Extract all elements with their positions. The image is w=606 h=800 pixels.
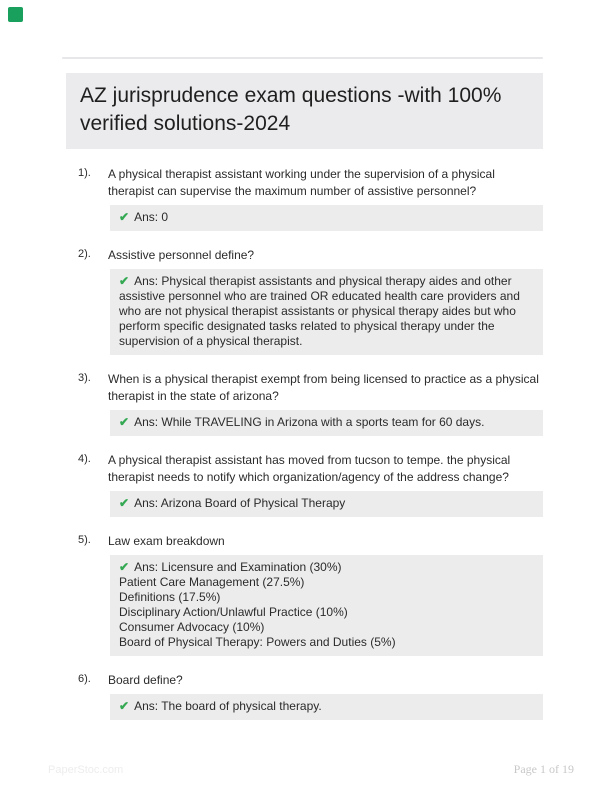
question-body (108, 672, 543, 720)
document-title: AZ jurisprudence exam questions -with 100% verified solutions-2024 (80, 84, 502, 135)
checkmark-icon: ✔ (119, 699, 130, 713)
answer-line: Consumer Advocacy (10%) (119, 620, 265, 634)
qa-item (66, 533, 543, 656)
question-list (66, 166, 543, 720)
question-number: 2). (78, 248, 91, 260)
question-number: 6). (78, 673, 91, 685)
question-text: Law exam breakdown (108, 534, 225, 548)
answer-box (110, 555, 543, 656)
answer-box (110, 269, 543, 355)
qa-item (66, 166, 543, 231)
qa-item (66, 672, 543, 720)
question-number: 3). (78, 372, 91, 384)
answer-text: Ans: While TRAVELING in Arizona with a sports team for 60 days. (134, 415, 485, 429)
question-number: 4). (78, 453, 91, 465)
question-text: A physical therapist assistant working under the supervision of a physical therapist can supervise the maximum number of assistive personnel? (108, 167, 495, 198)
answer-text: Ans: Physical therapist assistants and physical therapy aides and other assistive personnel who are trained OR educated health care providers and who are not physical therapist assistants or physical therapy aides but who perform specific designated tasks related to physical therapy under the supervision of a physical therapist. (119, 274, 520, 348)
checkmark-icon: ✔ (119, 274, 130, 288)
qa-item (66, 371, 543, 436)
checkmark-icon: ✔ (119, 560, 130, 574)
answer-line (119, 560, 534, 575)
answer-line (119, 210, 534, 225)
question-row (66, 672, 543, 720)
answer-line (119, 496, 534, 511)
question-body (108, 166, 543, 231)
answer-box (110, 694, 543, 720)
question-text: Board define? (108, 673, 183, 687)
page-top-edge (62, 57, 543, 59)
answer-line (119, 274, 534, 349)
qa-item (66, 247, 543, 355)
checkmark-icon: ✔ (119, 210, 130, 224)
answer-text: Ans: The board of physical therapy. (134, 699, 322, 713)
watermark-label: PaperStoc.com (48, 764, 124, 776)
answer-line (119, 699, 534, 714)
answer-line (119, 415, 534, 430)
question-row (66, 371, 543, 436)
corner-badge (8, 7, 23, 22)
question-body (108, 247, 543, 355)
answer-line: Definitions (17.5%) (119, 590, 221, 604)
question-body (108, 452, 543, 517)
document-title-banner (66, 73, 543, 149)
answer-text: Ans: Licensure and Examination (30%) (134, 560, 342, 574)
checkmark-icon: ✔ (119, 415, 130, 429)
question-body (108, 533, 543, 656)
question-text: When is a physical therapist exempt from being licensed to practice as a physical therapist in the state of arizona? (108, 372, 539, 403)
answer-box (110, 205, 543, 231)
qa-item (66, 452, 543, 517)
question-number: 5). (78, 534, 91, 546)
question-row (66, 452, 543, 517)
answer-line: Board of Physical Therapy: Powers and Duties (5%) (119, 635, 396, 649)
question-body (108, 371, 543, 436)
question-row (66, 166, 543, 231)
answer-box (110, 491, 543, 517)
answer-box (110, 410, 543, 436)
answer-text: Ans: 0 (134, 210, 169, 224)
question-text: Assistive personnel define? (108, 248, 255, 262)
answer-text: Ans: Arizona Board of Physical Therapy (134, 496, 346, 510)
question-row (66, 533, 543, 656)
answer-line: Patient Care Management (27.5%) (119, 575, 305, 589)
question-text: A physical therapist assistant has moved from tucson to tempe. the physical therapist needs to notify which organization/agency of the address change? (108, 453, 511, 484)
question-number: 1). (78, 167, 91, 179)
page-number-label: Page 1 of 19 (513, 762, 574, 776)
document-page (66, 73, 543, 736)
checkmark-icon: ✔ (119, 496, 130, 510)
question-row (66, 247, 543, 355)
answer-line: Disciplinary Action/Unlawful Practice (10%) (119, 605, 348, 619)
